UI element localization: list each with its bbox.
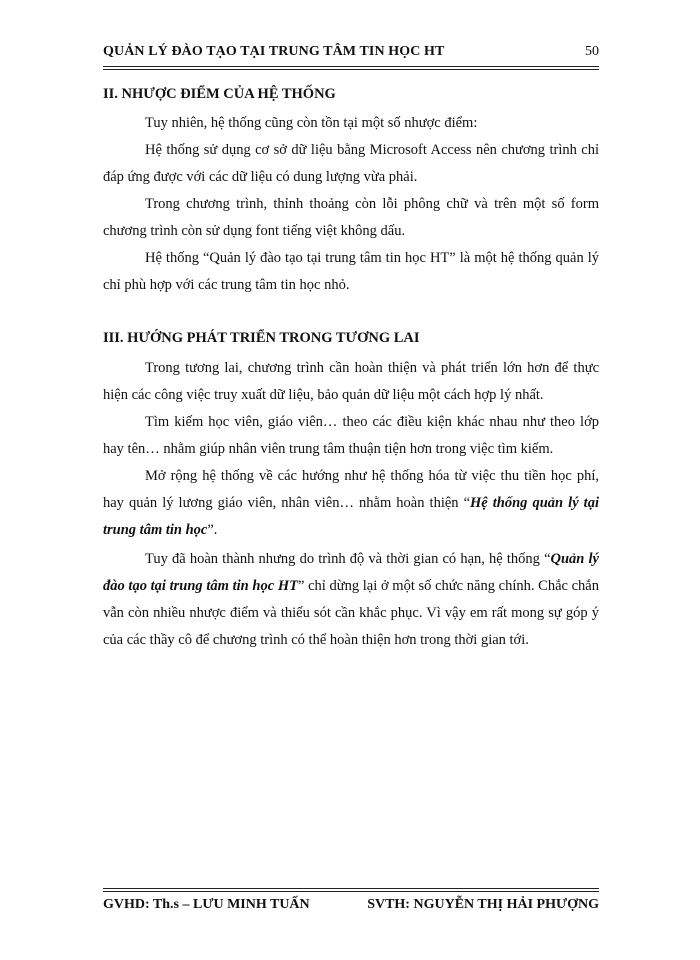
paragraph-weakness-font: Trong chương trình, thỉnh thoảng còn lỗi phông chữ và trên một số form chương trình còn sử dụng font tiếng việt không dấu.	[103, 196, 599, 239]
paragraph-weaknesses-intro: Tuy nhiên, hệ thống cũng còn tồn tại một số nhược điểm:	[145, 115, 478, 131]
conclusion-text-before: Tuy đã hoàn thành nhưng do trình độ và thời gian có hạn, hệ thống “	[145, 551, 551, 567]
paragraph-conclusion	[103, 546, 599, 654]
footer-student: SVTH: NGUYỄN THỊ HẢI PHƯỢNG	[367, 897, 599, 912]
expand-text-emphasis: Hệ thống quản lý tại trung tâm tin học	[103, 495, 599, 538]
header-rule-top	[103, 66, 599, 67]
conclusion-text-emphasis: Quản lý đào tạo tại trung tâm tin học HT	[103, 551, 599, 594]
expand-text-before: Mở rộng hệ thống về các hướng như hệ thống hóa từ việc thu tiền học phí, hay quản lý lương giáo viên, nhân viên… nhằm hoàn thiện “	[103, 468, 599, 511]
paragraph-future-data: Trong tương lai, chương trình cần hoàn thiện và phát triển lớn hơn để thực hiện các công việc truy xuất dữ liệu, bảo quản dữ liệu một cách hợp lý nhất.	[103, 360, 599, 403]
paragraph-weakness-database: Hệ thống sử dụng cơ sở dữ liệu bằng Microsoft Access nên chương trình chỉ đáp ứng được với các dữ liệu có dung lượng vừa phải.	[103, 142, 599, 185]
conclusion-text-after: ” chỉ dừng lại ở một số chức năng chính. Chắc chắn vẫn còn nhiều nhược điểm và thiếu sót cần khắc phục. Vì vậy em rất mong sự góp ý của các thầy cô để chương trình có thể hoàn thiện hơn trong thời gian tới.	[103, 578, 599, 648]
section-heading-future: III. HƯỚNG PHÁT TRIỂN TRONG TƯƠNG LAI	[103, 330, 420, 346]
footer-rule-bottom	[103, 891, 599, 892]
header-title: QUẢN LÝ ĐÀO TẠO TẠI TRUNG TÂM TIN HỌC HT	[103, 44, 445, 59]
paragraph-future-expand	[103, 463, 599, 544]
paragraph-future-search: Tìm kiếm học viên, giáo viên… theo các điều kiện khác nhau như theo lớp hay tên… nhằm giúp nhân viên trung tâm thuận tiện hơn trong việc tìm kiếm.	[103, 414, 599, 457]
paragraph-weakness-scope: Hệ thống “Quản lý đào tạo tại trung tâm tin học HT” là một hệ thống quản lý chỉ phù hợp với các trung tâm tin học nhỏ.	[103, 250, 599, 293]
page-header	[103, 44, 599, 66]
page-number: 50	[585, 44, 599, 59]
section-heading-weaknesses: II. NHƯỢC ĐIỂM CỦA HỆ THỐNG	[103, 86, 336, 102]
expand-text-after: ”.	[207, 522, 218, 538]
footer-rule-top	[103, 888, 599, 889]
header-rule-bottom	[103, 69, 599, 70]
footer-supervisor: GVHD: Th.s – LƯU MINH TUẤN	[103, 897, 310, 912]
